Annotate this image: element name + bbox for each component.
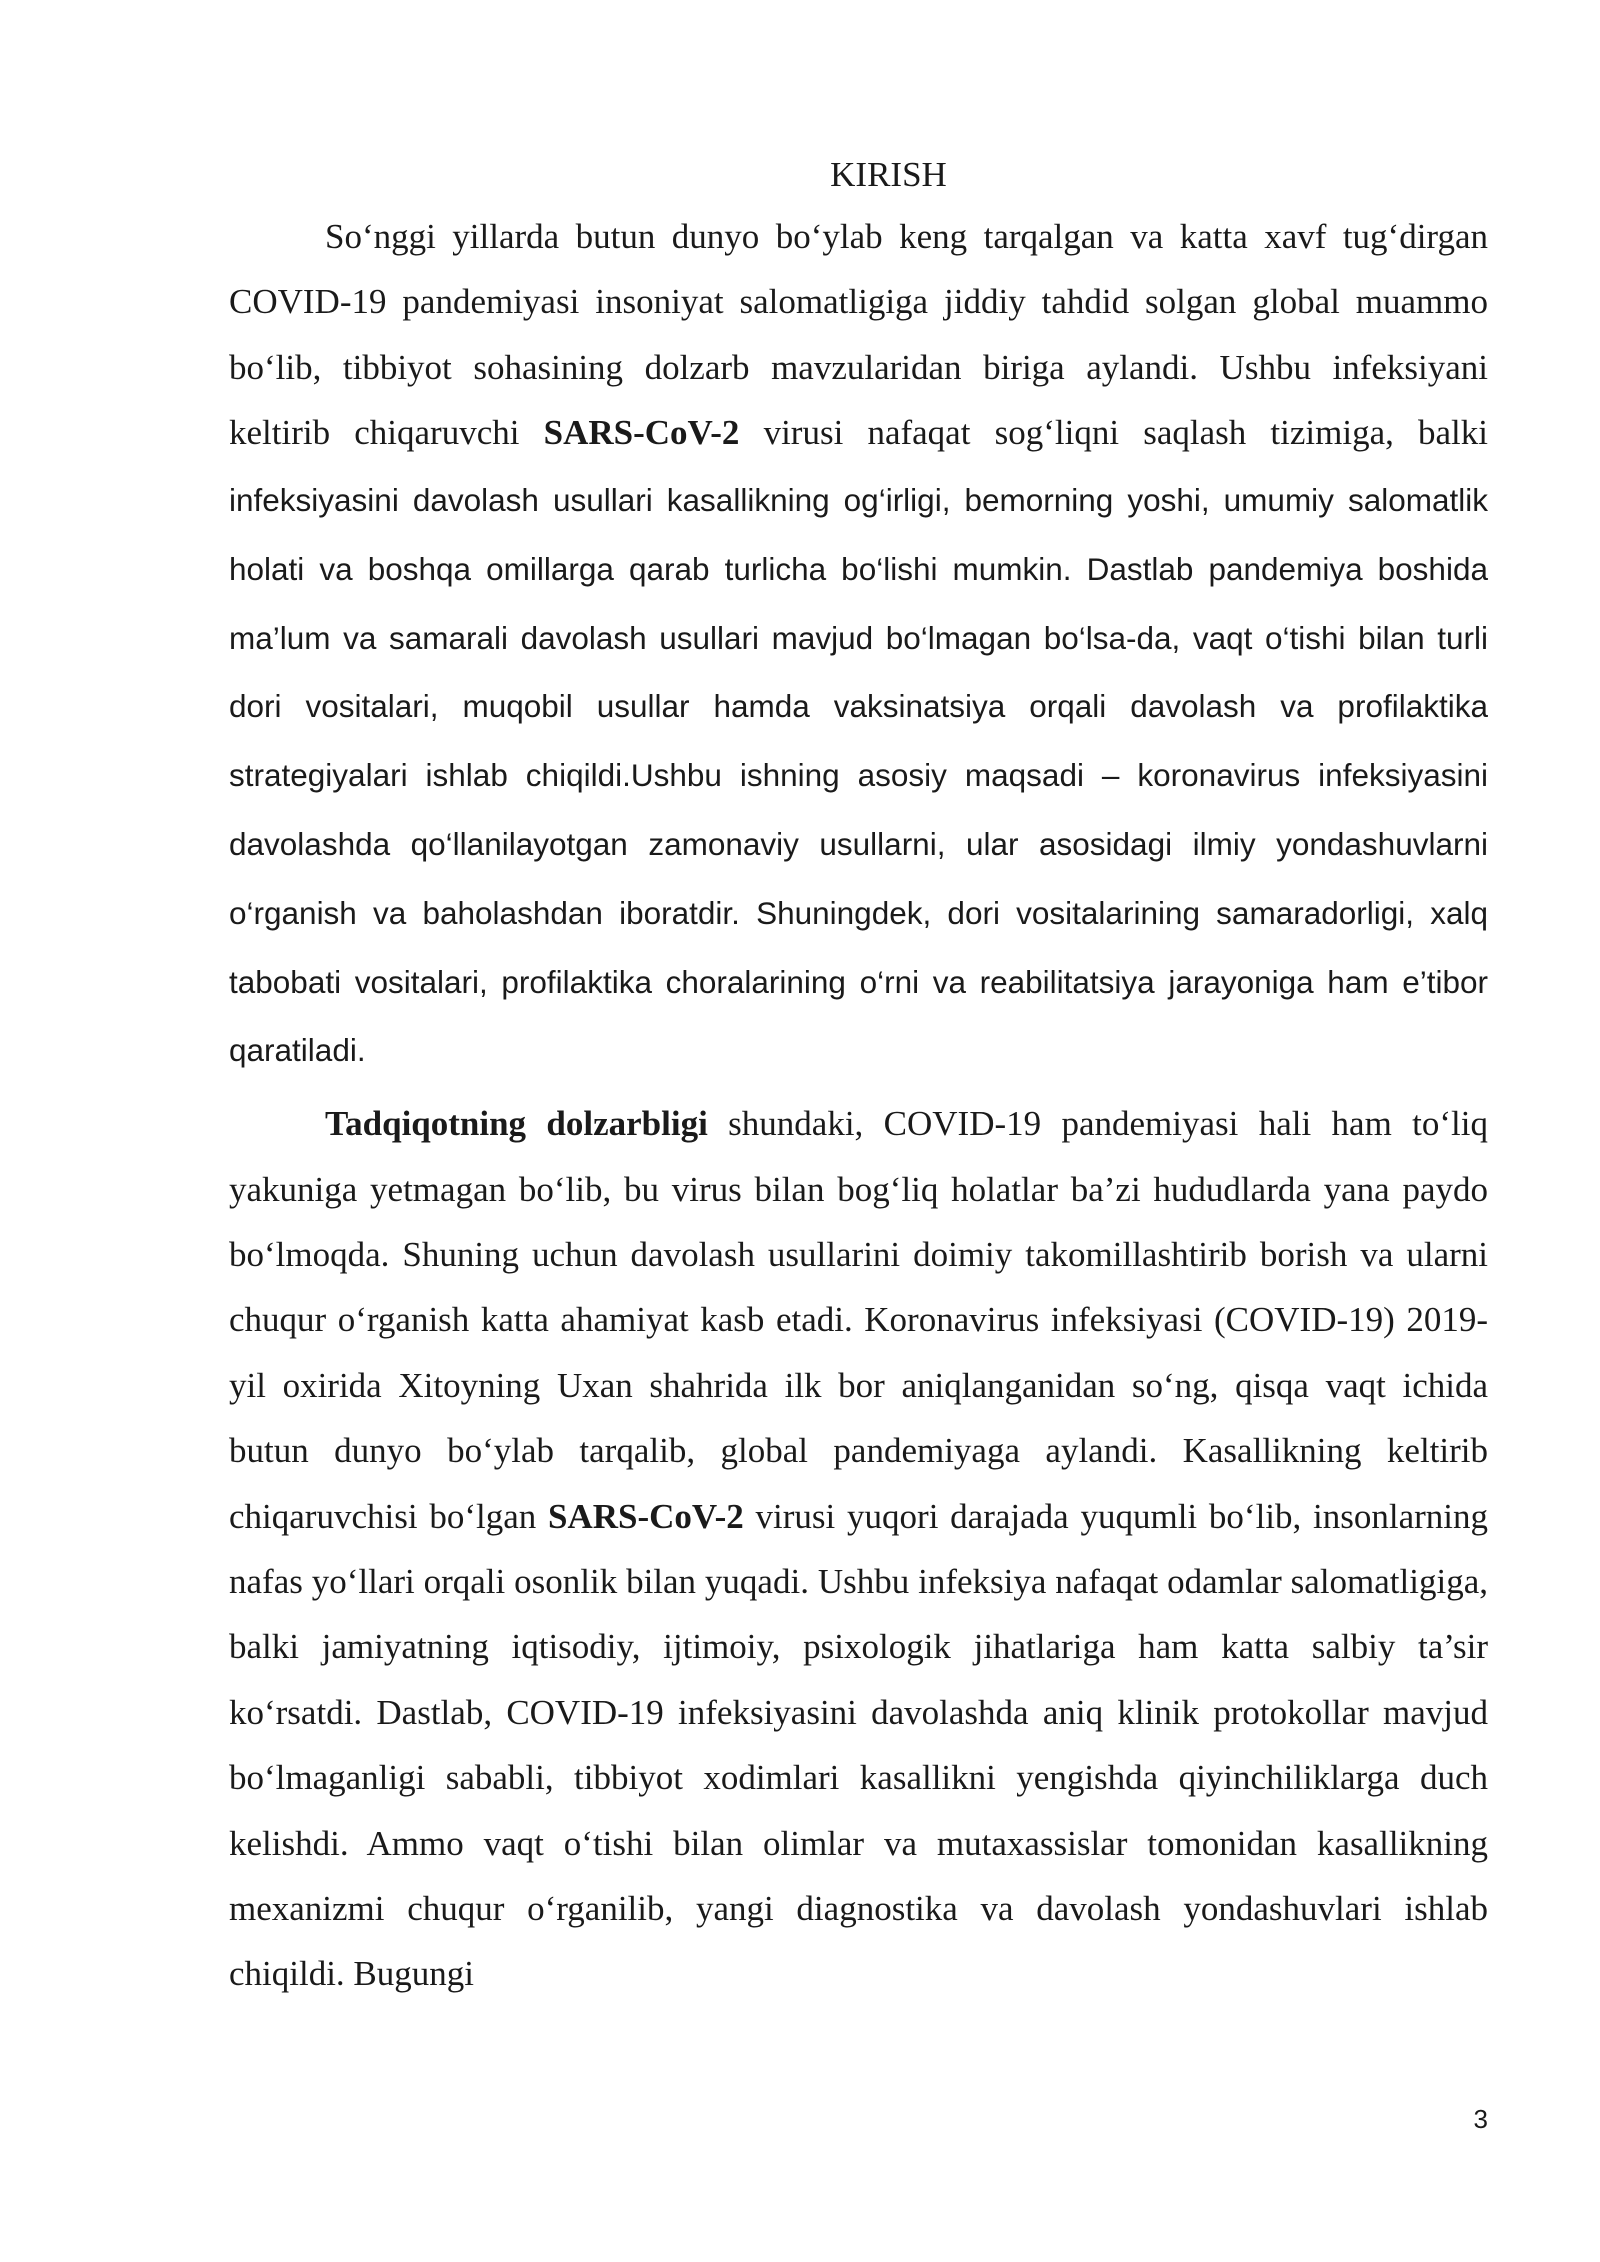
relevance-text-1: shundaki, COVID-19 pandemiyasi hali ham to‘liq yakuniga yetmagan bo‘lib, bu virus bilan bog‘liq holatlar ba’zi hududlarda yana paydo bo‘lmoqda. Shuning uchun davolash usullarini doimiy takomillashtirib borish va ularni chuqur o‘rganish katta ahamiyat kasb etadi. Koronavirus infeksiyasi (COVID-19) 2019-yil oxirida Xitoyning Uxan shahrida ilk bor aniqlanganidan so‘ng, qisqa vaqt ichida butun dunyo bo‘ylab tarqalib, global pandemiyaga aylandi. Kasallikning keltirib chiqaruvchisi bo‘lgan [229, 1104, 1488, 1536]
relevance-text-2: virusi yuqori darajada yuqumli bo‘lib, insonlarning nafas yo‘llari orqali osonlik bilan yuqadi. Ushbu infeksiya nafaqat odamlar salomatligiga, balki jamiyatning iqtisodiy, ijtimoiy, psixologik jihatlariga ham katta salbiy ta’sir ko‘rsatdi. Dastlab, COVID-19 infeksiyasini davolashda aniq klinik protokollar mavjud bo‘lmaganligi sababli, tibbiyot xodimlari kasallikni yengishda qiyinchiliklarga duch kelishdi. Ammo vaqt o‘tishi bilan olimlar va mutaxassislar tomonidan kasallikning mexanizmi chuqur o‘rganilib, yangi diagnostika va davolash yondashuvlari ishlab chiqildi. Bugungi [229, 1496, 1489, 1994]
page-content [229, 148, 1488, 2007]
virus-name-bold-2: SARS-CoV-2 [548, 1496, 744, 1536]
relevance-paragraph [229, 1091, 1488, 2007]
intro-paragraph-continued: infeksiyasini davolash usullari kasallikning og‘irligi, bemorning yoshi, umumiy salomatlik holati va boshqa omillarga qarab turlicha bo‘lishi mumkin. Dastlab pandemiya boshida ma’lum va samarali davolash usullari mavjud bo‘lmagan bo‘lsa-da, vaqt o‘tishi bilan turli dori vositalari, muqobil usullar hamda vaksinatsiya orqali davolash va profilaktika strategiyalari ishlab chiqildi.Ushbu ishning asosiy maqsadi – koronavirus infeksiyasini davolashda qo‘llanilayotgan zamonaviy usullarni, ular asosidagi ilmiy yondashuvlarni o‘rganish va baholashdan iboratdir. Shuningdek, dori vositalarining samaradorligi, xalq tabobati vositalari, profilaktika choralarining o‘rni va reabilitatsiya jarayoniga ham e’tibor qaratiladi. [229, 482, 1488, 1069]
relevance-lead-bold: Tadqiqotning dolzarbligi [325, 1104, 708, 1144]
intro-paragraph [229, 204, 1488, 466]
virus-name-bold: SARS-CoV-2 [543, 413, 740, 453]
section-title: KIRISH [830, 155, 947, 194]
intro-text-1: So‘nggi yillarda butun dunyo bo‘ylab keng tarqalgan va katta xavf tug‘dirgan COVID-19 pandemiyasi insoniyat salomatligiga jiddiy tahdid solgan global muammo bo‘lib, tibbiyot sohasining dolzarb mavzularidan biriga aylandi. Ushbu infeksiyani keltirib chiqaruvchi [229, 217, 1488, 453]
page-number: 3 [1473, 2104, 1488, 2134]
intro-text-2: virusi nafaqat sog‘liqni saqlash tizimiga, balki [763, 413, 1488, 453]
